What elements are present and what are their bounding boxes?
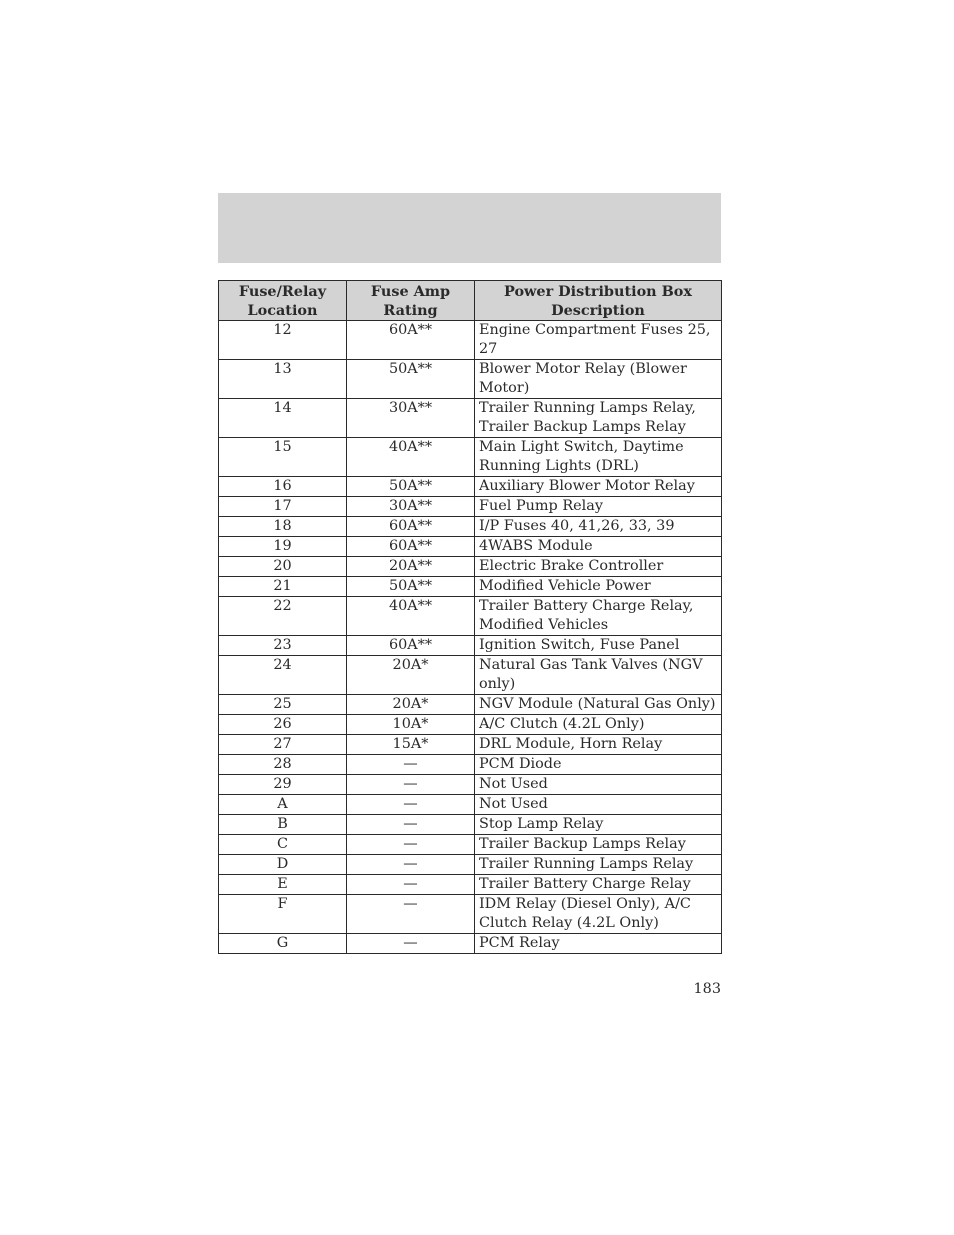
cell-location: 16 bbox=[219, 477, 347, 497]
cell-description: Trailer Running Lamps Relay bbox=[475, 855, 722, 875]
header-amp-line-2: Rating bbox=[383, 302, 438, 319]
table-row bbox=[219, 537, 722, 557]
header-location bbox=[219, 281, 347, 321]
table-row bbox=[219, 755, 722, 775]
cell-description: PCM Relay bbox=[475, 934, 722, 954]
cell-amp-rating: 30A** bbox=[347, 399, 475, 438]
table-row bbox=[219, 557, 722, 577]
cell-description: Trailer Battery Charge Relay bbox=[475, 875, 722, 895]
table-body bbox=[219, 321, 722, 954]
table-row bbox=[219, 360, 722, 399]
cell-description: Engine Compartment Fuses 25, 27 bbox=[475, 321, 722, 360]
cell-amp-rating: 40A** bbox=[347, 438, 475, 477]
cell-amp-rating: 40A** bbox=[347, 597, 475, 636]
cell-amp-rating: 50A** bbox=[347, 577, 475, 597]
cell-amp-rating: 20A* bbox=[347, 656, 475, 695]
table-row bbox=[219, 775, 722, 795]
cell-amp-rating: 50A** bbox=[347, 360, 475, 399]
table-row bbox=[219, 321, 722, 360]
table-row bbox=[219, 875, 722, 895]
cell-description: Auxiliary Blower Motor Relay bbox=[475, 477, 722, 497]
cell-amp-rating: 60A** bbox=[347, 636, 475, 656]
cell-location: 28 bbox=[219, 755, 347, 775]
table-row bbox=[219, 517, 722, 537]
cell-amp-rating: 60A** bbox=[347, 321, 475, 360]
cell-location: A bbox=[219, 795, 347, 815]
cell-description: A/C Clutch (4.2L Only) bbox=[475, 715, 722, 735]
cell-amp-rating: — bbox=[347, 855, 475, 875]
cell-location: 23 bbox=[219, 636, 347, 656]
table-header-row bbox=[219, 281, 722, 321]
cell-location: 14 bbox=[219, 399, 347, 438]
cell-location: 13 bbox=[219, 360, 347, 399]
cell-amp-rating: 10A* bbox=[347, 715, 475, 735]
cell-description: PCM Diode bbox=[475, 755, 722, 775]
cell-description: NGV Module (Natural Gas Only) bbox=[475, 695, 722, 715]
cell-description: Main Light Switch, Daytime Running Lights (DRL) bbox=[475, 438, 722, 477]
cell-amp-rating: — bbox=[347, 934, 475, 954]
table-row bbox=[219, 695, 722, 715]
cell-amp-rating: — bbox=[347, 815, 475, 835]
table-row bbox=[219, 715, 722, 735]
cell-location: D bbox=[219, 855, 347, 875]
cell-description: Trailer Backup Lamps Relay bbox=[475, 835, 722, 855]
cell-location: 26 bbox=[219, 715, 347, 735]
table-row bbox=[219, 636, 722, 656]
cell-location: E bbox=[219, 875, 347, 895]
cell-amp-rating: 20A* bbox=[347, 695, 475, 715]
table-row bbox=[219, 656, 722, 695]
cell-amp-rating: 60A** bbox=[347, 537, 475, 557]
cell-amp-rating: 50A** bbox=[347, 477, 475, 497]
cell-amp-rating: — bbox=[347, 875, 475, 895]
table-row bbox=[219, 835, 722, 855]
cell-location: 22 bbox=[219, 597, 347, 636]
cell-description: IDM Relay (Diesel Only), A/C Clutch Relay (4.2L Only) bbox=[475, 895, 722, 934]
table-row bbox=[219, 497, 722, 517]
header-amp-line-1: Fuse Amp bbox=[370, 283, 451, 300]
cell-location: C bbox=[219, 835, 347, 855]
header-description bbox=[475, 281, 722, 321]
cell-location: 21 bbox=[219, 577, 347, 597]
cell-location: 15 bbox=[219, 438, 347, 477]
table-row bbox=[219, 934, 722, 954]
cell-description: Trailer Running Lamps Relay, Trailer Backup Lamps Relay bbox=[475, 399, 722, 438]
table-row bbox=[219, 438, 722, 477]
cell-location: 12 bbox=[219, 321, 347, 360]
cell-description: Ignition Switch, Fuse Panel bbox=[475, 636, 722, 656]
header-amp-rating bbox=[347, 281, 475, 321]
cell-amp-rating: — bbox=[347, 775, 475, 795]
cell-amp-rating: 60A** bbox=[347, 517, 475, 537]
header-description-line-1: Power Distribution Box bbox=[504, 283, 692, 300]
table-row bbox=[219, 855, 722, 875]
cell-description: 4WABS Module bbox=[475, 537, 722, 557]
cell-location: G bbox=[219, 934, 347, 954]
cell-description: Stop Lamp Relay bbox=[475, 815, 722, 835]
cell-description: I/P Fuses 40, 41,26, 33, 39 bbox=[475, 517, 722, 537]
cell-location: 25 bbox=[219, 695, 347, 715]
cell-description: Natural Gas Tank Valves (NGV only) bbox=[475, 656, 722, 695]
cell-location: 27 bbox=[219, 735, 347, 755]
cell-location: 24 bbox=[219, 656, 347, 695]
cell-location: 17 bbox=[219, 497, 347, 517]
table-row bbox=[219, 577, 722, 597]
table-row bbox=[219, 795, 722, 815]
cell-description: Not Used bbox=[475, 775, 722, 795]
header-location-line-1: Fuse/Relay bbox=[238, 283, 327, 300]
cell-amp-rating: — bbox=[347, 755, 475, 775]
cell-description: Fuel Pump Relay bbox=[475, 497, 722, 517]
table-row bbox=[219, 477, 722, 497]
cell-location: B bbox=[219, 815, 347, 835]
header-description-line-2: Description bbox=[551, 302, 645, 319]
cell-description: Blower Motor Relay (Blower Motor) bbox=[475, 360, 722, 399]
table-row bbox=[219, 895, 722, 934]
cell-description: Trailer Battery Charge Relay, Modified Vehicles bbox=[475, 597, 722, 636]
cell-description: Electric Brake Controller bbox=[475, 557, 722, 577]
section-header-band bbox=[218, 193, 721, 263]
cell-amp-rating: 30A** bbox=[347, 497, 475, 517]
cell-description: Not Used bbox=[475, 795, 722, 815]
cell-amp-rating: — bbox=[347, 895, 475, 934]
fuse-relay-table bbox=[218, 280, 722, 954]
cell-amp-rating: 20A** bbox=[347, 557, 475, 577]
cell-amp-rating: — bbox=[347, 795, 475, 815]
cell-amp-rating: 15A* bbox=[347, 735, 475, 755]
cell-location: 19 bbox=[219, 537, 347, 557]
table-row bbox=[219, 735, 722, 755]
cell-location: 18 bbox=[219, 517, 347, 537]
table-row bbox=[219, 399, 722, 438]
table-row bbox=[219, 815, 722, 835]
header-location-line-2: Location bbox=[247, 302, 318, 319]
cell-description: Modified Vehicle Power bbox=[475, 577, 722, 597]
cell-location: F bbox=[219, 895, 347, 934]
cell-location: 29 bbox=[219, 775, 347, 795]
table-row bbox=[219, 597, 722, 636]
cell-location: 20 bbox=[219, 557, 347, 577]
cell-description: DRL Module, Horn Relay bbox=[475, 735, 722, 755]
cell-amp-rating: — bbox=[347, 835, 475, 855]
page-number: 183 bbox=[693, 981, 721, 997]
